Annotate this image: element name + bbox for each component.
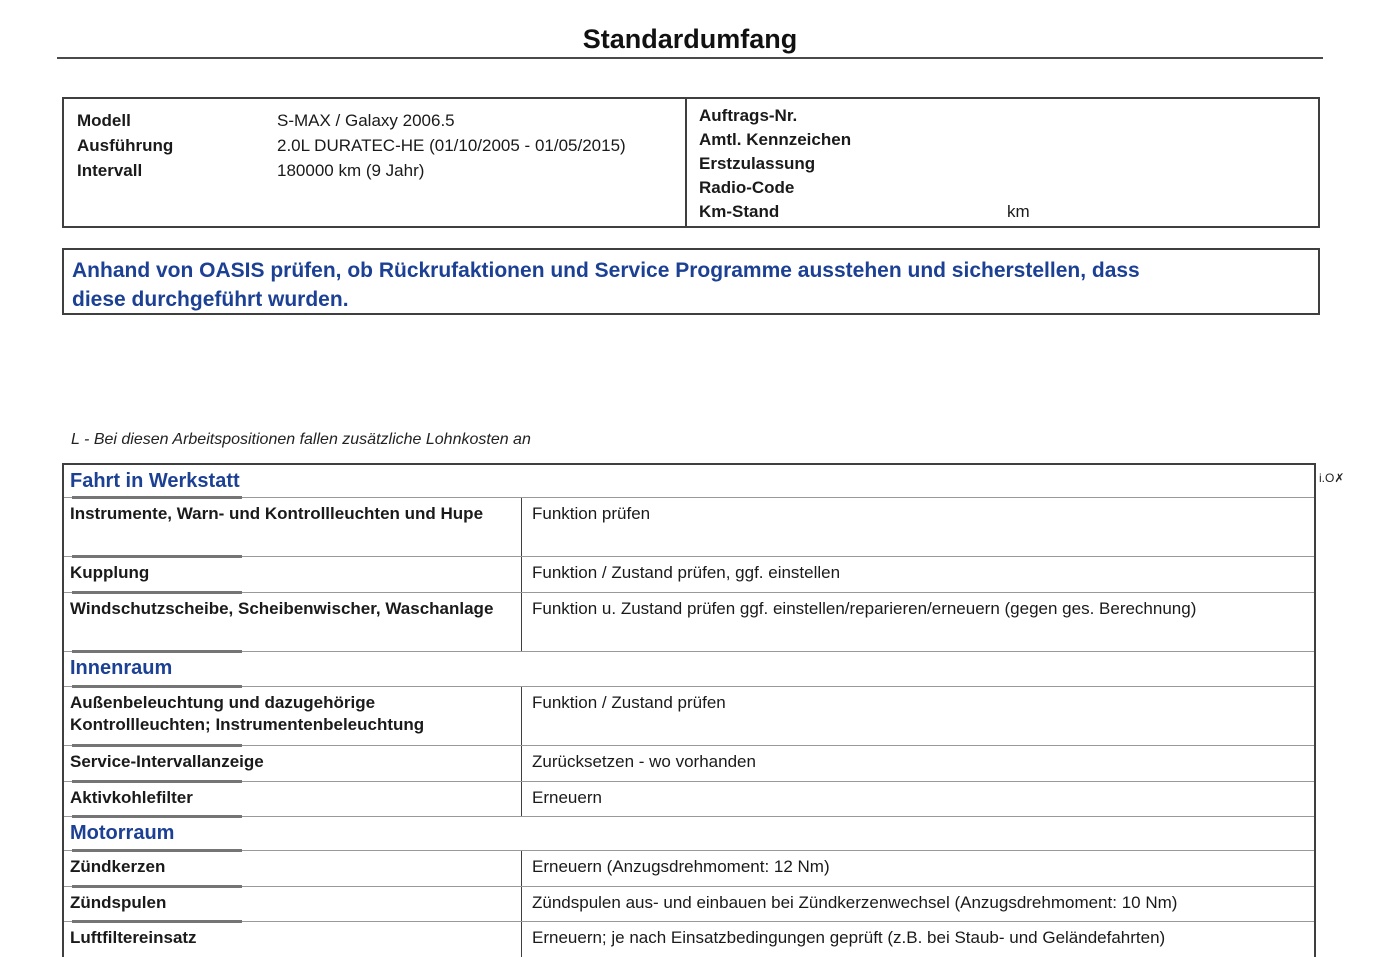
action-cell: Funktion / Zustand prüfen, ggf. einstellen xyxy=(532,563,841,582)
info-row-intervall xyxy=(77,158,685,183)
km-unit-label: km xyxy=(1007,202,1030,221)
action-cell: Erneuern (Anzugsdrehmoment: 12 Nm) xyxy=(532,857,830,876)
action-cell: Funktion / Zustand prüfen xyxy=(532,693,726,712)
info-row-modell xyxy=(77,108,685,133)
info-label: Intervall xyxy=(77,161,143,180)
info-label: Erstzulassung xyxy=(699,154,816,173)
info-value: S-MAX / Galaxy 2006.5 xyxy=(277,111,455,130)
item-cell: Instrumente, Warn- und Kontrollleuchten und Hupe xyxy=(64,498,522,556)
oasis-notice-line1: Anhand von OASIS prüfen, ob Rückrufaktionen und Service Programme ausstehen und sicherstellen, dass xyxy=(72,259,1140,282)
action-cell: Erneuern xyxy=(532,788,602,807)
action-cell: Funktion u. Zustand prüfen ggf. einstellen/reparieren/erneuern (gegen ges. Berechnung) xyxy=(532,599,1197,618)
info-row-radio-code xyxy=(699,176,1318,200)
section-title: Fahrt in Werkstatt xyxy=(70,470,240,492)
checklist-row-aktivkohlefilter xyxy=(64,781,1314,816)
info-label: Ausführung xyxy=(77,136,174,155)
checklist-row-zuendspulen xyxy=(64,886,1314,921)
info-label: Radio-Code xyxy=(699,178,795,197)
service-checklist-table xyxy=(62,463,1316,957)
info-value: 2.0L DURATEC-HE (01/10/2005 - 01/05/2015) xyxy=(277,136,626,155)
section-header-fahrt-in-werkstatt xyxy=(64,465,1314,497)
page-title: Standardumfang xyxy=(582,24,798,54)
info-label: Modell xyxy=(77,111,131,130)
item-cell: Aktivkohlefilter xyxy=(64,782,522,816)
item-cell: Außenbeleuchtung und dazugehörige Kontrollleuchten; Instrumentenbeleuchtung xyxy=(64,687,522,745)
info-row-km-stand xyxy=(699,200,1318,224)
checklist-row-windschutzscheibe xyxy=(64,592,1314,651)
action-cell: Erneuern; je nach Einsatzbedingungen geprüft (z.B. bei Staub- und Geländefahrten) xyxy=(532,928,1166,947)
title-divider xyxy=(57,57,1323,59)
section-title: Innenraum xyxy=(70,657,173,679)
info-label: Auftrags-Nr. xyxy=(699,106,798,125)
checklist-row-instrumente xyxy=(64,497,1314,556)
io-check-annotation: i.O✗ xyxy=(1319,471,1345,485)
info-value: 180000 km (9 Jahr) xyxy=(277,161,425,180)
section-header-motorraum xyxy=(64,816,1314,850)
info-row-erstzulassung xyxy=(699,152,1318,176)
checklist-row-aussenbeleuchtung xyxy=(64,686,1314,745)
section-header-innenraum xyxy=(64,651,1314,686)
item-cell: Kupplung xyxy=(64,557,522,592)
info-label: Amtl. Kennzeichen xyxy=(699,130,852,149)
oasis-notice xyxy=(62,248,1320,315)
checklist-row-luftfiltereinsatz xyxy=(64,921,1314,957)
item-cell: Zündkerzen xyxy=(64,851,522,886)
info-label: Km-Stand xyxy=(699,202,780,221)
info-row-kennzeichen xyxy=(699,128,1318,152)
section-title: Motorraum xyxy=(70,822,175,844)
item-cell: Zündspulen xyxy=(64,887,522,921)
checklist-row-service-intervallanzeige xyxy=(64,745,1314,781)
item-cell: Windschutzscheibe, Scheibenwischer, Waschanlage xyxy=(64,593,522,651)
item-cell: Service-Intervallanzeige xyxy=(64,746,522,781)
vehicle-info-box xyxy=(62,97,1320,228)
oasis-notice-line2: diese durchgeführt wurden. xyxy=(72,288,349,311)
action-cell: Funktion prüfen xyxy=(532,504,651,523)
order-info-panel xyxy=(687,99,1318,226)
checklist-row-zuendkerzen xyxy=(64,850,1314,886)
info-row-ausfuehrung xyxy=(77,133,685,158)
checklist-row-kupplung xyxy=(64,556,1314,592)
vehicle-info-panel xyxy=(64,99,687,226)
action-cell: Zündspulen aus- und einbauen bei Zündkerzenwechsel (Anzugsdrehmoment: 10 Nm) xyxy=(532,893,1178,912)
labor-cost-note: L - Bei diesen Arbeitspositionen fallen zusätzliche Lohnkosten an xyxy=(71,431,531,448)
item-cell: Luftfiltereinsatz xyxy=(64,922,522,957)
info-row-auftrags-nr xyxy=(699,104,1318,128)
action-cell: Zurücksetzen - wo vorhanden xyxy=(532,752,756,771)
